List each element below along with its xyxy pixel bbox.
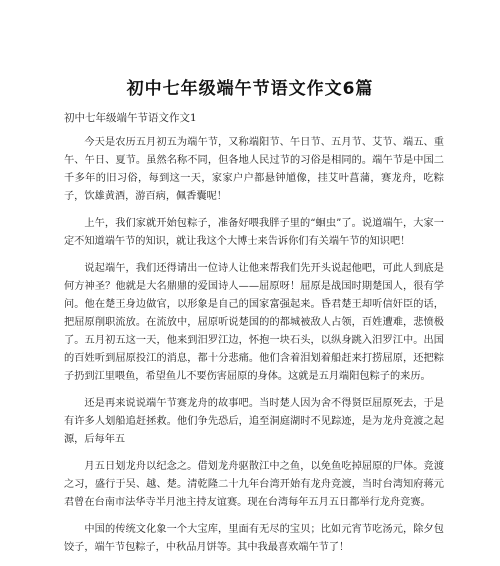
- page-title: 初中七年级端午节语文作文6篇: [126, 79, 374, 99]
- paragraph: 说起端午，我们还得请出一位诗人让他来帮我们先开头说起他吧，可此人到底是何方神圣？他就是大名鼎鼎的爱国诗人——屈原呀！屈原是战国时期楚国人，很有学问。他在楚王身边做官，以形象是自己的国家富强起来。昏君楚王却听信奸臣的话，把屈原削职流放。在流放中，屈原听说楚国的的都城被敌人占领，百姓遭难，悲愤极了。五月初五这一天，他来到汨罗江边，怀抱一块石头，以纵身跳入汨罗江中。出国的百姓听到屈原投江的消息，都十分悲痛。他们含着泪划着船赶来打捞屈原，还把粽子扔到江里喂鱼，希望鱼儿不要伤害屈原的身体。这就是五月端阳包粽子的来历。: [64, 263, 444, 382]
- essay-body: [64, 134, 444, 566]
- paragraph: 月五日划龙舟以纪念之。借划龙舟驱散江中之鱼，以免鱼吃掉屈原的尸体。竞渡之习，盛行于吴、越、楚。清乾隆二十九年台湾开始有龙舟竞渡，当时台湾知府蒋元君曾在台南市法华寺半月池主持友谊赛。现在台湾每年五月五日都举行龙舟竞赛。: [64, 461, 444, 508]
- paragraph: 中国的传统文化象一个大宝库，里面有无尽的宝贝；比如元宵节吃汤元，除夕包饺子，端午节包粽子，中秋品月饼等。其中我最喜欢端午节了！: [64, 524, 444, 553]
- paragraph: 上午，我们家就开始包粽子，准备好喂我胖子里的“蛔虫”了。说道端午，大家一定不知道端午节的知识，就让我这个大博士来告诉你们有关端午节的知识吧！: [64, 218, 444, 247]
- paragraph: 还是再来说说端午节赛龙舟的故事吧。当时楚人因为舍不得贤臣屈原死去，于是有许多人划船追赶拯救。他们争先恐后，追至洞庭湖时不见踪迹，是为龙舟竞渡之起源，后每年五: [64, 398, 444, 445]
- paragraph: 今天是农历五月初五为端午节，又称端阳节、午日节、五月节、艾节、端五、重午、午日、夏节。虽然名称不同，但各地人民过节的习俗是相同的。端午节是中国二千多年的旧习俗，每到这一天，家家户户都悬钟馗像，挂艾叶菖蒲，赛龙舟，吃粽子，饮雄黄酒，游百病，佩香囊呢！: [64, 137, 444, 202]
- essay-subtitle: 初中七年级端午节语文作文1: [64, 112, 197, 124]
